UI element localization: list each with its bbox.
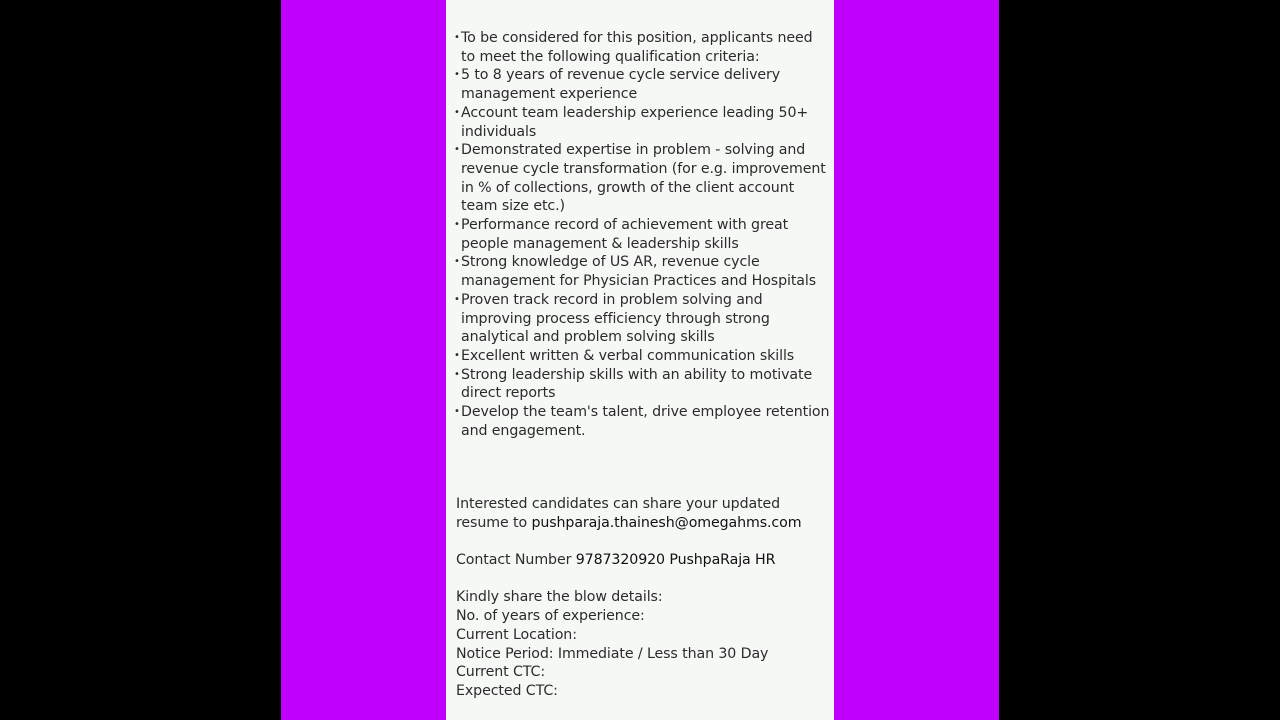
- qualification-text: Account team leadership experience leading 50+ individuals: [461, 104, 809, 140]
- qualification-text: To be considered for this position, applicants need to meet the following qualification criteria:: [461, 30, 813, 65]
- qualification-text: 5 to 8 years of revenue cycle service delivery management experience: [461, 67, 781, 103]
- qualification-item: [454, 403, 834, 440]
- qualification-list: [454, 29, 834, 440]
- qualification-item: [454, 141, 834, 216]
- qualification-text: Strong leadership skills with an ability to motivate direct reports: [461, 366, 813, 402]
- contact-number-line: [456, 551, 831, 570]
- qualification-item: [454, 104, 834, 141]
- contact-email-link[interactable]: pushparaja.thainesh@omegahms.com: [531, 514, 802, 531]
- bullet-icon: •: [454, 406, 460, 418]
- field-location: Current Location:: [456, 626, 577, 643]
- bullet-icon: •: [454, 219, 460, 231]
- details-request-heading: Kindly share the blow details:: [456, 589, 663, 606]
- bullet-icon: •: [454, 144, 460, 156]
- qualification-item: [454, 347, 834, 366]
- contact-number-value: 9787320920 PushpaRaja HR: [575, 552, 776, 569]
- qualification-item: [454, 253, 834, 290]
- bullet-icon: •: [454, 69, 460, 81]
- qualification-text: Strong knowledge of US AR, revenue cycle management for Physician Practices and Hospitals: [461, 254, 817, 290]
- bullet-icon: •: [454, 368, 460, 380]
- bullet-icon: •: [454, 349, 460, 361]
- qualification-item: [454, 291, 834, 347]
- field-notice-period: Notice Period: Immediate / Less than 30 Day: [456, 645, 769, 662]
- share-resume-prefix: resume to: [456, 514, 532, 531]
- qualification-text: Excellent written & verbal communication skills: [461, 347, 795, 364]
- qualification-text: Proven track record in problem solving and improving process efficiency through strong analytical and problem solving skills: [461, 291, 770, 346]
- qualification-item: [454, 216, 834, 253]
- qualification-item: [454, 29, 834, 66]
- qualification-text: Demonstrated expertise in problem - solving and revenue cycle transformation (for e.g. improvement in % of collections, growth of the client account team size etc.): [461, 142, 826, 215]
- left-side-band: [281, 0, 446, 720]
- bullet-icon: •: [454, 32, 460, 43]
- share-resume-line: [456, 514, 831, 533]
- qualification-text: Performance record of achievement with great people management & leadership skills: [461, 217, 789, 252]
- field-expected-ctc: Expected CTC:: [456, 683, 558, 699]
- bullet-icon: •: [454, 106, 460, 118]
- bullet-icon: •: [454, 256, 460, 268]
- qualification-item: [454, 66, 834, 103]
- contact-section: [456, 495, 831, 701]
- contact-number-label: Contact Number: [456, 552, 576, 569]
- right-side-band: [834, 0, 999, 720]
- bullet-icon: •: [454, 293, 460, 305]
- job-post-document: [446, 0, 834, 720]
- field-current-ctc: Current CTC:: [456, 664, 546, 681]
- qualification-text: Develop the team's talent, drive employee retention and engagement.: [461, 404, 830, 439]
- field-experience: No. of years of experience:: [456, 608, 645, 625]
- qualification-item: [454, 366, 834, 403]
- share-resume-text: Interested candidates can share your updated: [456, 496, 781, 512]
